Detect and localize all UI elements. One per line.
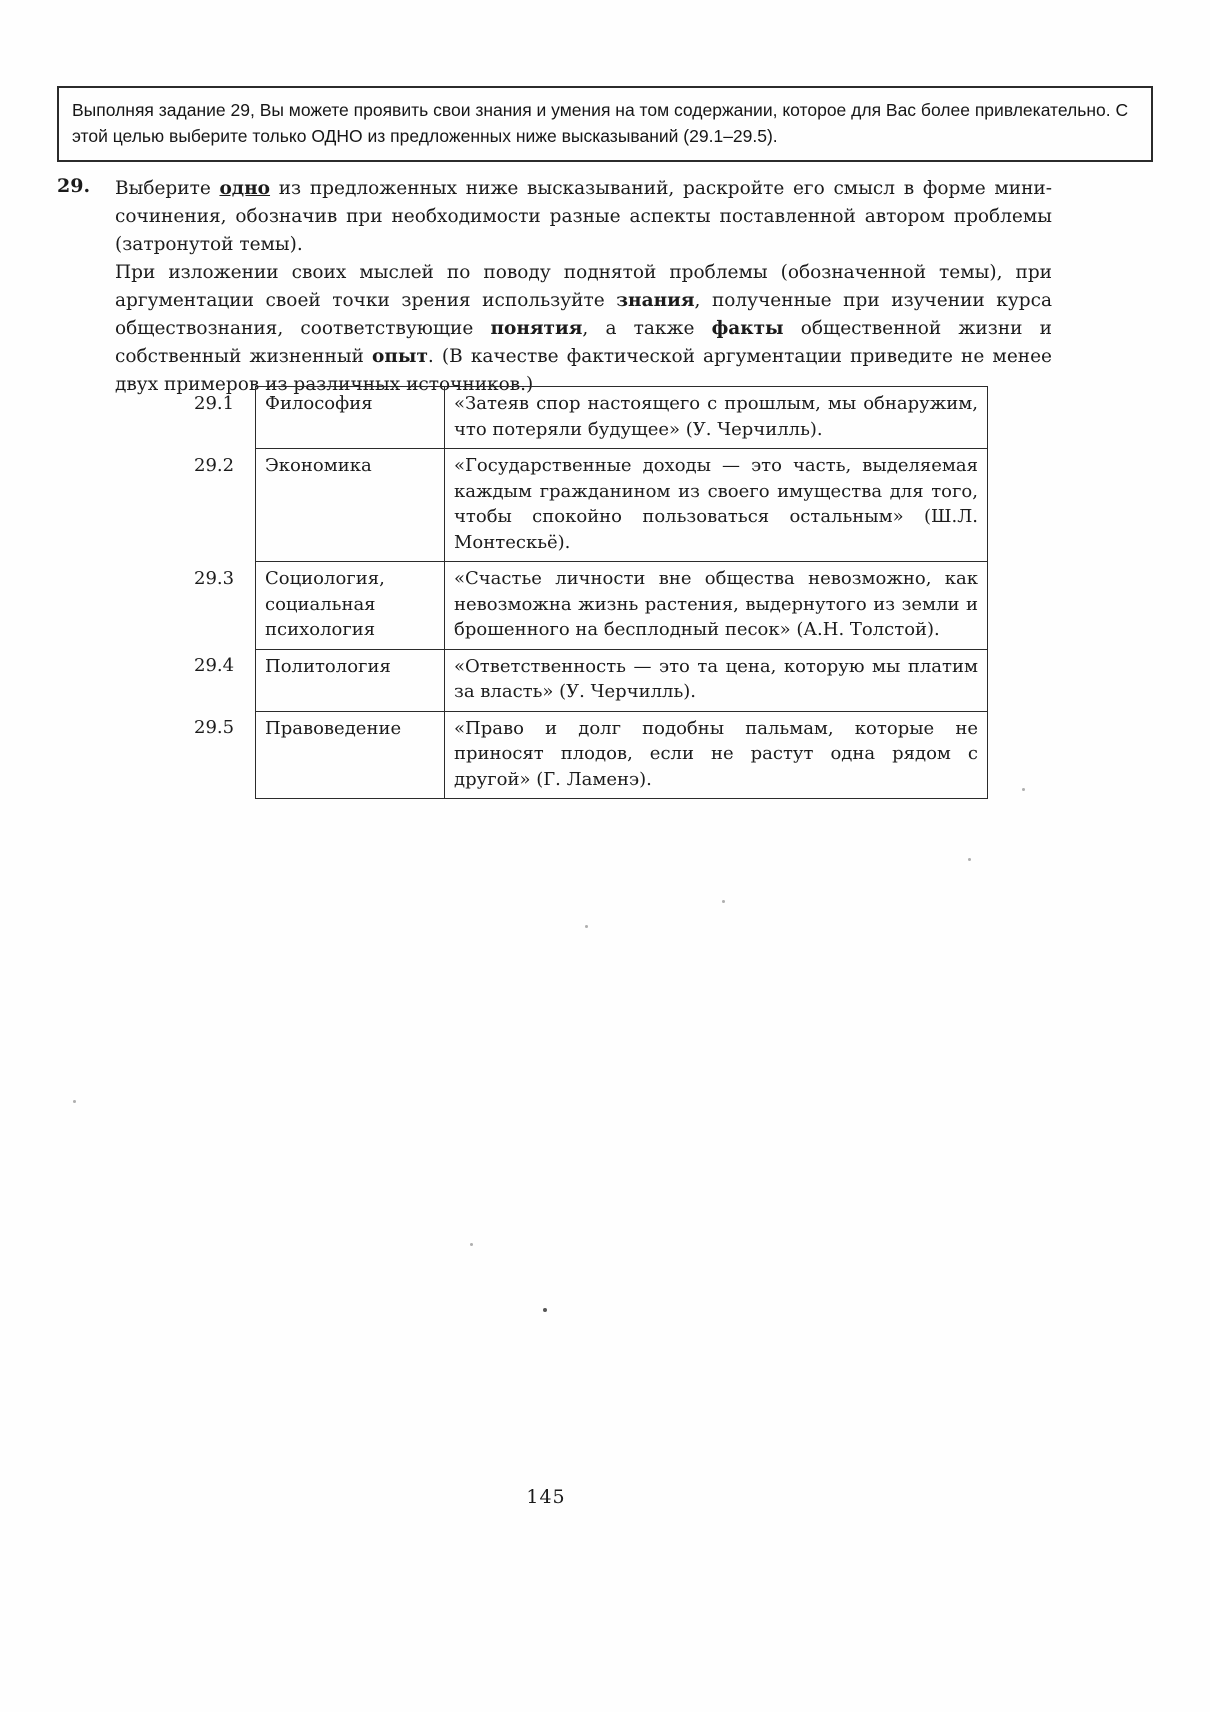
topic-subject: Социология, социальная психология xyxy=(256,562,445,650)
topic-quote: «Право и долг подобны пальмам, которые не приносят плодов, если не растут одна рядом с другой» (Г. Ламенэ). xyxy=(445,711,988,799)
topic-number: 29.4 xyxy=(194,655,235,676)
scan-speck xyxy=(470,1243,473,1246)
task-emphasis-fakty: факты xyxy=(711,318,784,339)
topic-subject: Политология xyxy=(256,649,445,711)
scan-speck xyxy=(722,900,725,903)
topic-quote: «Государственные доходы — это часть, выделяемая каждым гражданином из своего имущества для того, чтобы спокойно пользоваться остальным» (Ш.Л. Монтескьё). xyxy=(445,449,988,562)
task-text-segment: . (В качестве фактической аргументации приведите не менее двух примеров из различных источников.) xyxy=(115,346,1052,395)
table-row xyxy=(185,649,988,711)
scan-speck xyxy=(585,925,588,928)
task-text-segment: из предложенных ниже высказываний, раскройте его смысл в форме мини-сочинения, обозначив при необходимости разные аспекты поставленной автором проблемы (затронутой темы). xyxy=(115,178,1052,255)
topic-number: 29.3 xyxy=(194,567,235,589)
scan-speck xyxy=(968,858,971,861)
table-row xyxy=(185,387,988,449)
page-number: 145 xyxy=(526,1486,566,1508)
task-emphasis-ponyatiya: понятия xyxy=(490,318,583,339)
topic-number: 29.2 xyxy=(194,454,235,476)
task-text-segment: Выберите xyxy=(115,178,220,199)
task-emphasis-znaniya: знания xyxy=(616,290,695,311)
topic-number: 29.1 xyxy=(194,392,235,414)
task-number: 29. xyxy=(57,175,91,197)
instruction-text: Выполняя задание 29, Вы можете проявить свои знания и умения на том содержании, которое для Вас более привлекательно. С этой целью выберите только ОДНО из предложенных ниже высказываний (29.1–29.5). xyxy=(72,100,1129,146)
table-row xyxy=(185,449,988,562)
scan-speck xyxy=(1022,788,1025,791)
scan-speck xyxy=(73,1100,76,1103)
task-paragraph-1 xyxy=(115,175,1052,259)
task-text-segment: , а также xyxy=(582,318,712,339)
topic-subject: Экономика xyxy=(256,449,445,562)
task-text-segment: , полученные при изучении курса обществознания, соответствующие xyxy=(115,290,1052,339)
topic-quote: «Затеяв спор настоящего с прошлым, мы обнаружим, что потеряли будущее» (У. Черчилль). xyxy=(445,387,988,449)
topic-subject: Философия xyxy=(256,387,445,449)
task-emphasis-odno: одно xyxy=(219,178,271,199)
task-emphasis-opyt: опыт xyxy=(372,346,428,367)
scan-speck xyxy=(543,1308,547,1312)
topic-number: 29.5 xyxy=(194,717,235,738)
instruction-box xyxy=(57,86,1153,162)
topic-quote: «Ответственность — это та цена, которую мы платим за власть» (У. Черчилль). xyxy=(445,649,988,711)
topics-table xyxy=(185,386,988,799)
task-text-segment: общественной жизни и собственный жизненный xyxy=(115,318,1052,367)
task-paragraph-2 xyxy=(115,259,1052,399)
topic-quote: «Счастье личности вне общества невозможно, как невозможна жизнь растения, выдернутого из земли и брошенного на бесплодный песок» (А.Н. Толстой). xyxy=(445,562,988,650)
task-29 xyxy=(57,175,1052,399)
task-text-segment: При изложении своих мыслей по поводу поднятой проблемы (обозначенной темы), при аргументации своей точки зрения используйте xyxy=(115,262,1052,311)
table-row xyxy=(185,711,988,799)
topic-subject: Правоведение xyxy=(256,711,445,799)
table-row xyxy=(185,562,988,650)
task-body xyxy=(115,175,1052,399)
